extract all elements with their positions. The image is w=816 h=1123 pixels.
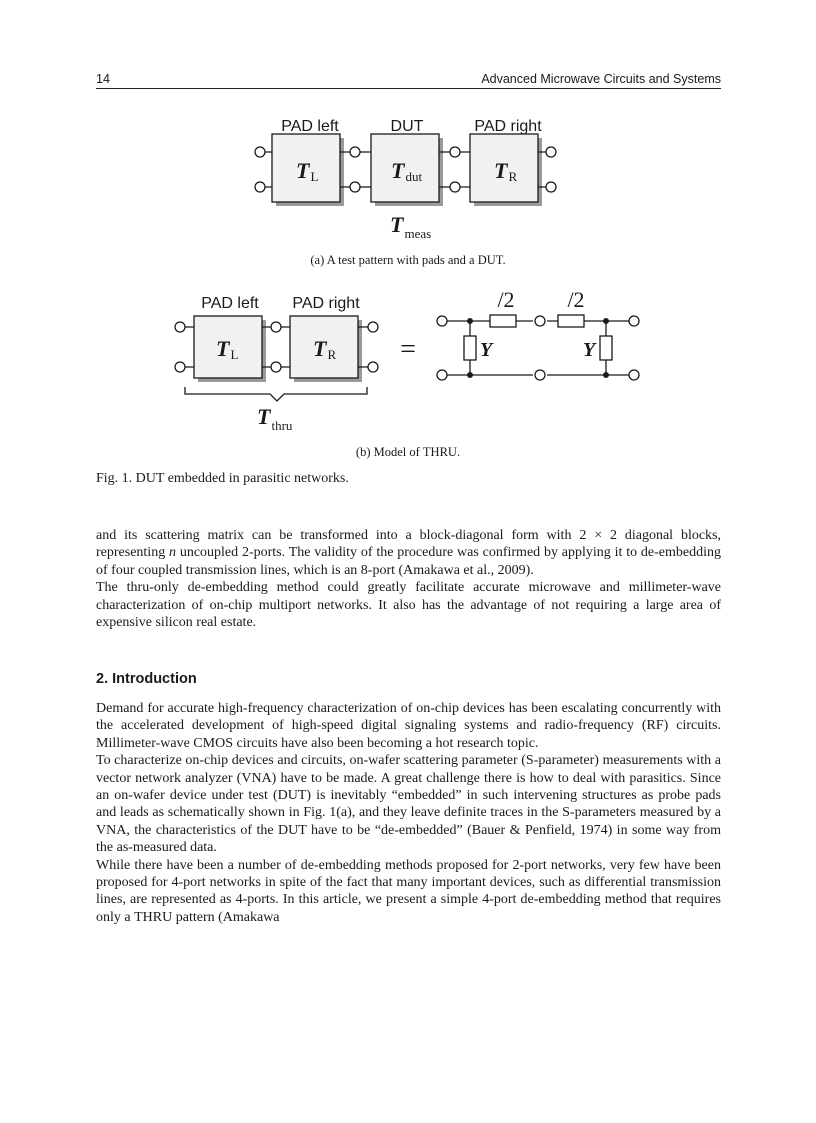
label-admittance-left: Y [480, 339, 493, 361]
terminal [535, 316, 545, 326]
label-dut: DUT [390, 118, 424, 135]
block-t-dut [371, 134, 439, 202]
terminal [175, 322, 185, 332]
body-text-intro [96, 700, 721, 926]
terminal [368, 362, 378, 372]
caption-a: (a) A test pattern with pads and a DUT. [310, 253, 506, 267]
intro-paragraph-3: While there have been a number of de-embedding methods proposed for 2-port networks, very few have been proposed for 4-port networks in spite of the fact that many important devices, such as differential transmission lines, are represented as 4-ports. In this article, we present a simple 4-port de-embedding method that requires only a THRU pattern (Amakawa [96, 857, 721, 925]
terminal [255, 182, 265, 192]
terminal [255, 147, 265, 157]
shunt-admittance-right [600, 336, 612, 360]
node-dot [468, 373, 473, 378]
series-impedance-left [490, 315, 516, 327]
terminal [350, 147, 360, 157]
terminal [535, 370, 545, 380]
section-heading: 2. Introduction [96, 671, 197, 687]
terminal [271, 322, 281, 332]
figure-1-diagram [0, 0, 816, 470]
label-half-right: /2 [567, 287, 585, 312]
equals-sign: = [400, 334, 416, 365]
terminal [368, 322, 378, 332]
label-pad-left-a: PAD left [281, 118, 339, 135]
symbol-t-left-b: TL [216, 336, 239, 362]
label-pad-left-b: PAD left [201, 295, 259, 312]
paragraph-1: and its scattering matrix can be transformed into a block-diagonal form with 2 × 2 diagonal blocks, representing n uncoupled 2-ports. The validity of the procedure was confirmed by applying it to de-embedding of four coupled transmission lines, which is an 8-port (Amakawa et al., 2009). [96, 528, 721, 578]
thru-brace [185, 387, 367, 401]
series-impedance-right [558, 315, 584, 327]
terminal [175, 362, 185, 372]
node-dot [604, 373, 609, 378]
figure-caption: Fig. 1. DUT embedded in parasitic networks. [96, 471, 349, 486]
terminal [450, 147, 460, 157]
paragraph-2: The thru-only de-embedding method could greatly facilitate accurate microwave and millimeter-wave characterization of on-chip multiport networks. It also has the advantage of not requiring a large area of expensive silicon real estate. [96, 580, 721, 631]
shunt-admittance-left [464, 336, 476, 360]
caption-b: (b) Model of THRU. [355, 445, 461, 459]
running-title: Advanced Microwave Circuits and Systems [481, 72, 721, 86]
symbol-t-meas: $T_{meas}$ [390, 212, 432, 241]
label-pad-right-a: PAD right [474, 118, 542, 135]
intro-paragraph-2: To characterize on-chip devices and circuits, on-wafer scattering parameter (S-parameter) measurements with a vector network analyzer (VNA) have to be made. A great challenge there is how to deal with parasitics. Since an on-wafer device under test (DUT) is inevitably “embedded” in such intervening structures as probe pads and leads as schematically shown in Fig. 1(a), and they leave definite traces in the S-parameters measured by a VNA, the characteristics of the DUT have to be “de-embedded” (Bauer & Penfield, 1974) in some way from the as-measured data. [96, 753, 721, 856]
symbol-t-left: TL [296, 158, 319, 184]
symbol-t-thru: $T_{thru}$ [257, 404, 293, 433]
terminal [546, 147, 556, 157]
node-dot [604, 319, 609, 324]
terminal [629, 316, 639, 326]
body-text-top [96, 527, 721, 631]
terminal [437, 370, 447, 380]
terminal [350, 182, 360, 192]
label-pad-right-b: PAD right [292, 295, 360, 312]
symbol-t-right: TR [494, 158, 518, 184]
terminal [271, 362, 281, 372]
symbol-t-dut: Tdut [391, 158, 423, 184]
label-admittance-right: Y [583, 339, 596, 361]
label-half-left: /2 [497, 287, 515, 312]
symbol-t-right-b: TR [313, 336, 337, 362]
terminal [546, 182, 556, 192]
terminal [437, 316, 447, 326]
page-number: 14 [96, 72, 110, 86]
terminal [629, 370, 639, 380]
terminal [450, 182, 460, 192]
intro-paragraph-1: Demand for accurate high-frequency characterization of on-chip devices has been escalating concurrently with the accelerated development of high-speed digital signaling systems and radio-frequency (RF) circuits. Millimeter-wave CMOS circuits have also been becoming a hot research topic. [96, 701, 721, 751]
node-dot [468, 319, 473, 324]
